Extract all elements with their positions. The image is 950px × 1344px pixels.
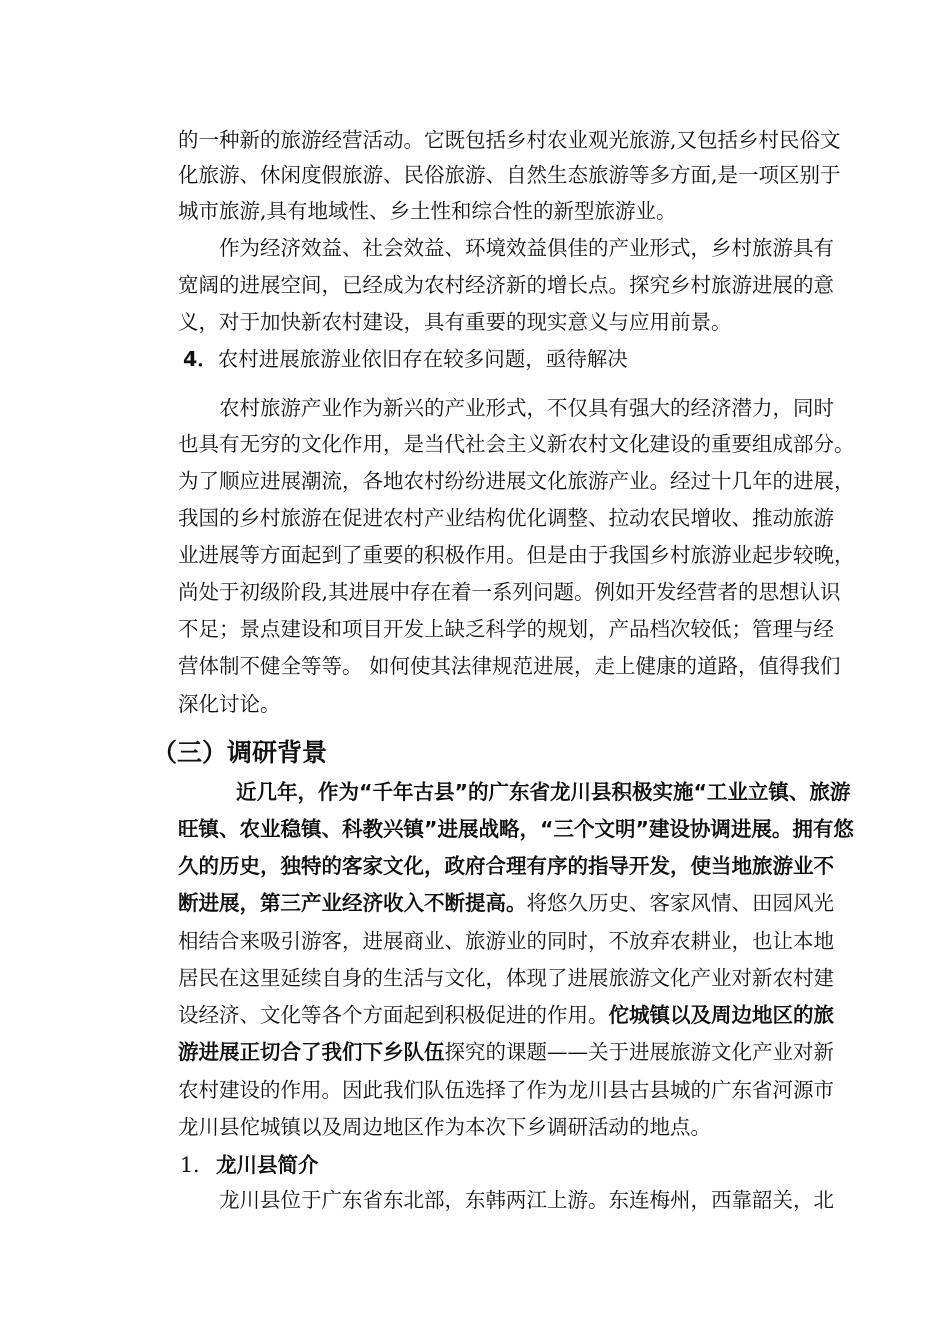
plain-text: 探究的课题——关于进展旅游文化产业对新 bbox=[444, 1040, 834, 1064]
body-text-line: 农村旅游产业作为新兴的产业形式，不仅具有强大的经济潜力，同时 bbox=[219, 396, 834, 420]
list-item-1 bbox=[180, 1153, 319, 1177]
emphasis-text: 佗城镇以及周边地区的旅 bbox=[608, 1003, 834, 1027]
body-text-line bbox=[178, 891, 834, 915]
list-item-4 bbox=[183, 347, 628, 371]
body-text-line: 旺镇、农业稳镇、科教兴镇”进展战略，“三个文明”建设协调进展。拥有悠 bbox=[178, 817, 854, 841]
body-text-line: 宽阔的进展空间，已经成为农村经济新的增长点。探究乡村旅游进展的意 bbox=[178, 273, 834, 297]
body-text-line: 不足；景点建设和项目开发上缺乏科学的规划，产品档次较低；管理与经 bbox=[178, 617, 834, 641]
body-text-line: 深化讨论。 bbox=[178, 692, 281, 716]
body-text-line: 化旅游、休闲度假旅游、民俗旅游、自然生态旅游等多方面,是一项区别于 bbox=[178, 163, 841, 187]
body-text-line: 龙川县位于广东省东北部，东韩两江上游。东连梅州，西靠韶关，北 bbox=[219, 1188, 834, 1212]
body-text-line: 的一种新的旅游经营活动。它既包括乡村农业观光旅游,又包括乡村民俗文 bbox=[178, 128, 841, 152]
body-text-line: 居民在这里延续自身的生活与文化，体现了进展旅游文化产业对新农村建 bbox=[178, 966, 834, 990]
emphasis-text: 断进展，第三产业经济收入不断提高。 bbox=[178, 891, 527, 915]
section-heading: （三）调研背景 bbox=[152, 738, 328, 767]
body-text-line: 为了顺应进展潮流，各地农村纷纷进展文化旅游产业。经过十几年的进展， bbox=[178, 469, 855, 493]
plain-text: 将悠久历史、客家风情、田园风光 bbox=[526, 891, 834, 915]
body-text-line: 义，对于加快新农村建设，具有重要的现实意义与应用前景。 bbox=[178, 310, 732, 334]
body-text-line: 也具有无穷的文化作用，是当代社会主义新农村文化建设的重要组成部分。 bbox=[178, 432, 855, 456]
list-number: 1. bbox=[180, 1153, 200, 1177]
body-text-line: 业进展等方面起到了重要的积极作用。但是由于我国乡村旅游业起步较晚， bbox=[178, 543, 855, 567]
body-text-line: 城市旅游,具有地域性、乡土性和综合性的新型旅游业。 bbox=[178, 199, 677, 223]
body-text-line: 尚处于初级阶段,其进展中存在着一系列问题。例如开发经营者的思想认识 bbox=[178, 580, 841, 604]
list-item-title: 龙川县简介 bbox=[216, 1153, 319, 1177]
body-text-line: 龙川县佗城镇以及周边地区作为本次下乡调研活动的地点。 bbox=[178, 1115, 711, 1139]
body-text-line: 久的历史，独特的客家文化，政府合理有序的指导开发，使当地旅游业不 bbox=[178, 854, 834, 878]
body-text-line: 我国的乡村旅游在促进农村产业结构优化调整、拉动农民增收、推动旅游 bbox=[178, 506, 834, 530]
body-text-line: 营体制不健全等等。 如何使其法律规范进展，走上健康的道路，值得我们 bbox=[178, 654, 841, 678]
body-text-line: 相结合来吸引游客，进展商业、旅游业的同时，不放弃农耕业，也让本地 bbox=[178, 929, 834, 953]
body-text-line bbox=[178, 1003, 834, 1027]
body-text-line: 作为经济效益、社会效益、环境效益俱佳的产业形式，乡村旅游具有 bbox=[219, 236, 834, 260]
body-text-line: 农村建设的作用。因此我们队伍选择了作为龙川县古县城的广东省河源市 bbox=[178, 1078, 834, 1102]
body-text-line bbox=[178, 1040, 834, 1064]
body-text-line: 近几年，作为“千年古县”的广东省龙川县积极实施“工业立镇、旅游 bbox=[236, 780, 851, 804]
list-number: 4． bbox=[183, 347, 218, 371]
emphasis-text: 游进展正切合了我们下乡队伍 bbox=[178, 1040, 445, 1064]
list-item-title: 农村进展旅游业依旧存在较多问题，亟待解决 bbox=[217, 347, 628, 371]
plain-text: 设经济、文化等各个方面起到积极促进的作用。 bbox=[178, 1003, 609, 1027]
